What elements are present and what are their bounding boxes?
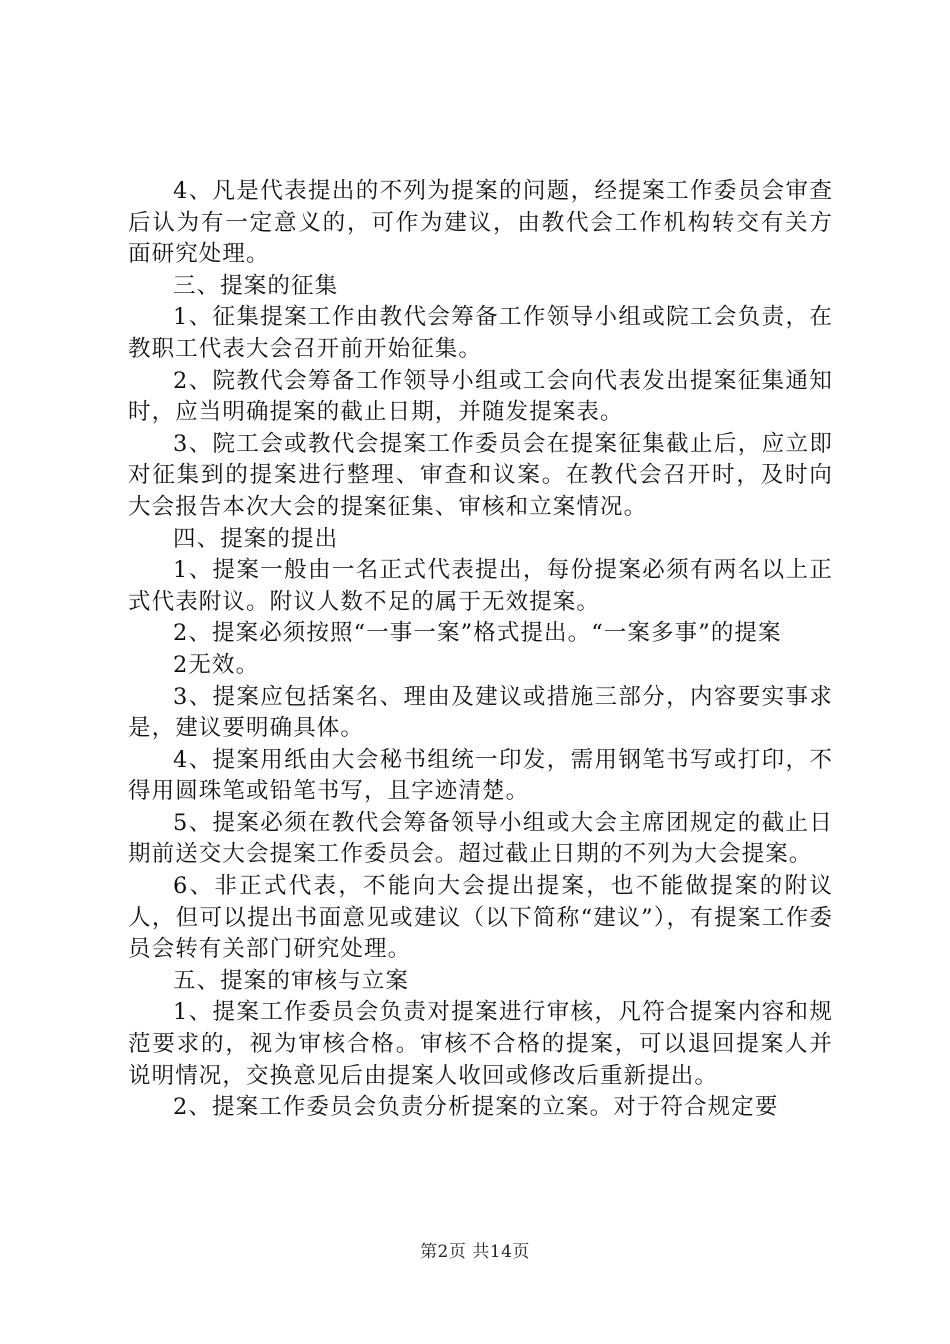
paragraph: 6、非正式代表，不能向大会提出提案，也不能做提案的附议人，但可以提出书面意见或建议（以下简称“建议”），有提案工作委员会转有关部门研究处理。	[128, 873, 833, 963]
page-number-footer: 第2页 共14页	[420, 1242, 530, 1262]
paragraph: 2无效。	[173, 651, 260, 678]
paragraph: 2、提案必须按照“一事一案”格式提出。“一案多事”的提案	[173, 620, 782, 647]
paragraph: 4、凡是代表提出的不列为提案的问题，经提案工作委员会审查后认为有一定意义的，可作为建议，由教代会工作机构转交有关方面研究处理。	[128, 178, 833, 268]
paragraph: 1、提案一般由一名正式代表提出，每份提案必须有两名以上正式代表附议。附议人数不足的属于无效提案。	[128, 557, 833, 615]
section-heading: 三、提案的征集	[173, 272, 339, 299]
paragraph: 5、提案必须在教代会筹备领导小组或大会主席团规定的截止日期前送交大会提案工作委员会。超过截止日期的不列为大会提案。	[128, 809, 833, 868]
paragraph: 2、提案工作委员会负责分析提案的立案。对于符合规定要	[173, 1094, 779, 1121]
paragraph: 4、提案用纸由大会秘书组统一印发，需用钢笔书写或打印，不得用圆珠笔或铅笔书写，且字迹清楚。	[128, 746, 833, 805]
paragraph: 1、提案工作委员会负责对提案进行审核，凡符合提案内容和规范要求的，视为审核合格。审核不合格的提案，可以退回提案人并说明情况，交换意见后由提案人收回或修改后重新提出。	[128, 999, 833, 1089]
paragraph: 3、提案应包括案名、理由及建议或措施三部分，内容要实事求是，建议要明确具体。	[128, 683, 833, 742]
paragraph: 2、院教代会筹备工作领导小组或工会向代表发出提案征集通知时，应当明确提案的截止日期，并随发提案表。	[128, 367, 833, 426]
paragraph: 1、征集提案工作由教代会筹备工作领导小组或院工会负责，在教职工代表大会召开前开始征集。	[128, 304, 833, 362]
section-heading: 五、提案的审核与立案	[173, 967, 410, 994]
section-heading: 四、提案的提出	[173, 525, 339, 552]
document-body	[128, 176, 833, 1124]
paragraph: 3、院工会或教代会提案工作委员会在提案征集截止后，应立即对征集到的提案进行整理、审查和议案。在教代会召开时，及时向大会报告本次大会的提案征集、审核和立案情况。	[128, 430, 833, 520]
